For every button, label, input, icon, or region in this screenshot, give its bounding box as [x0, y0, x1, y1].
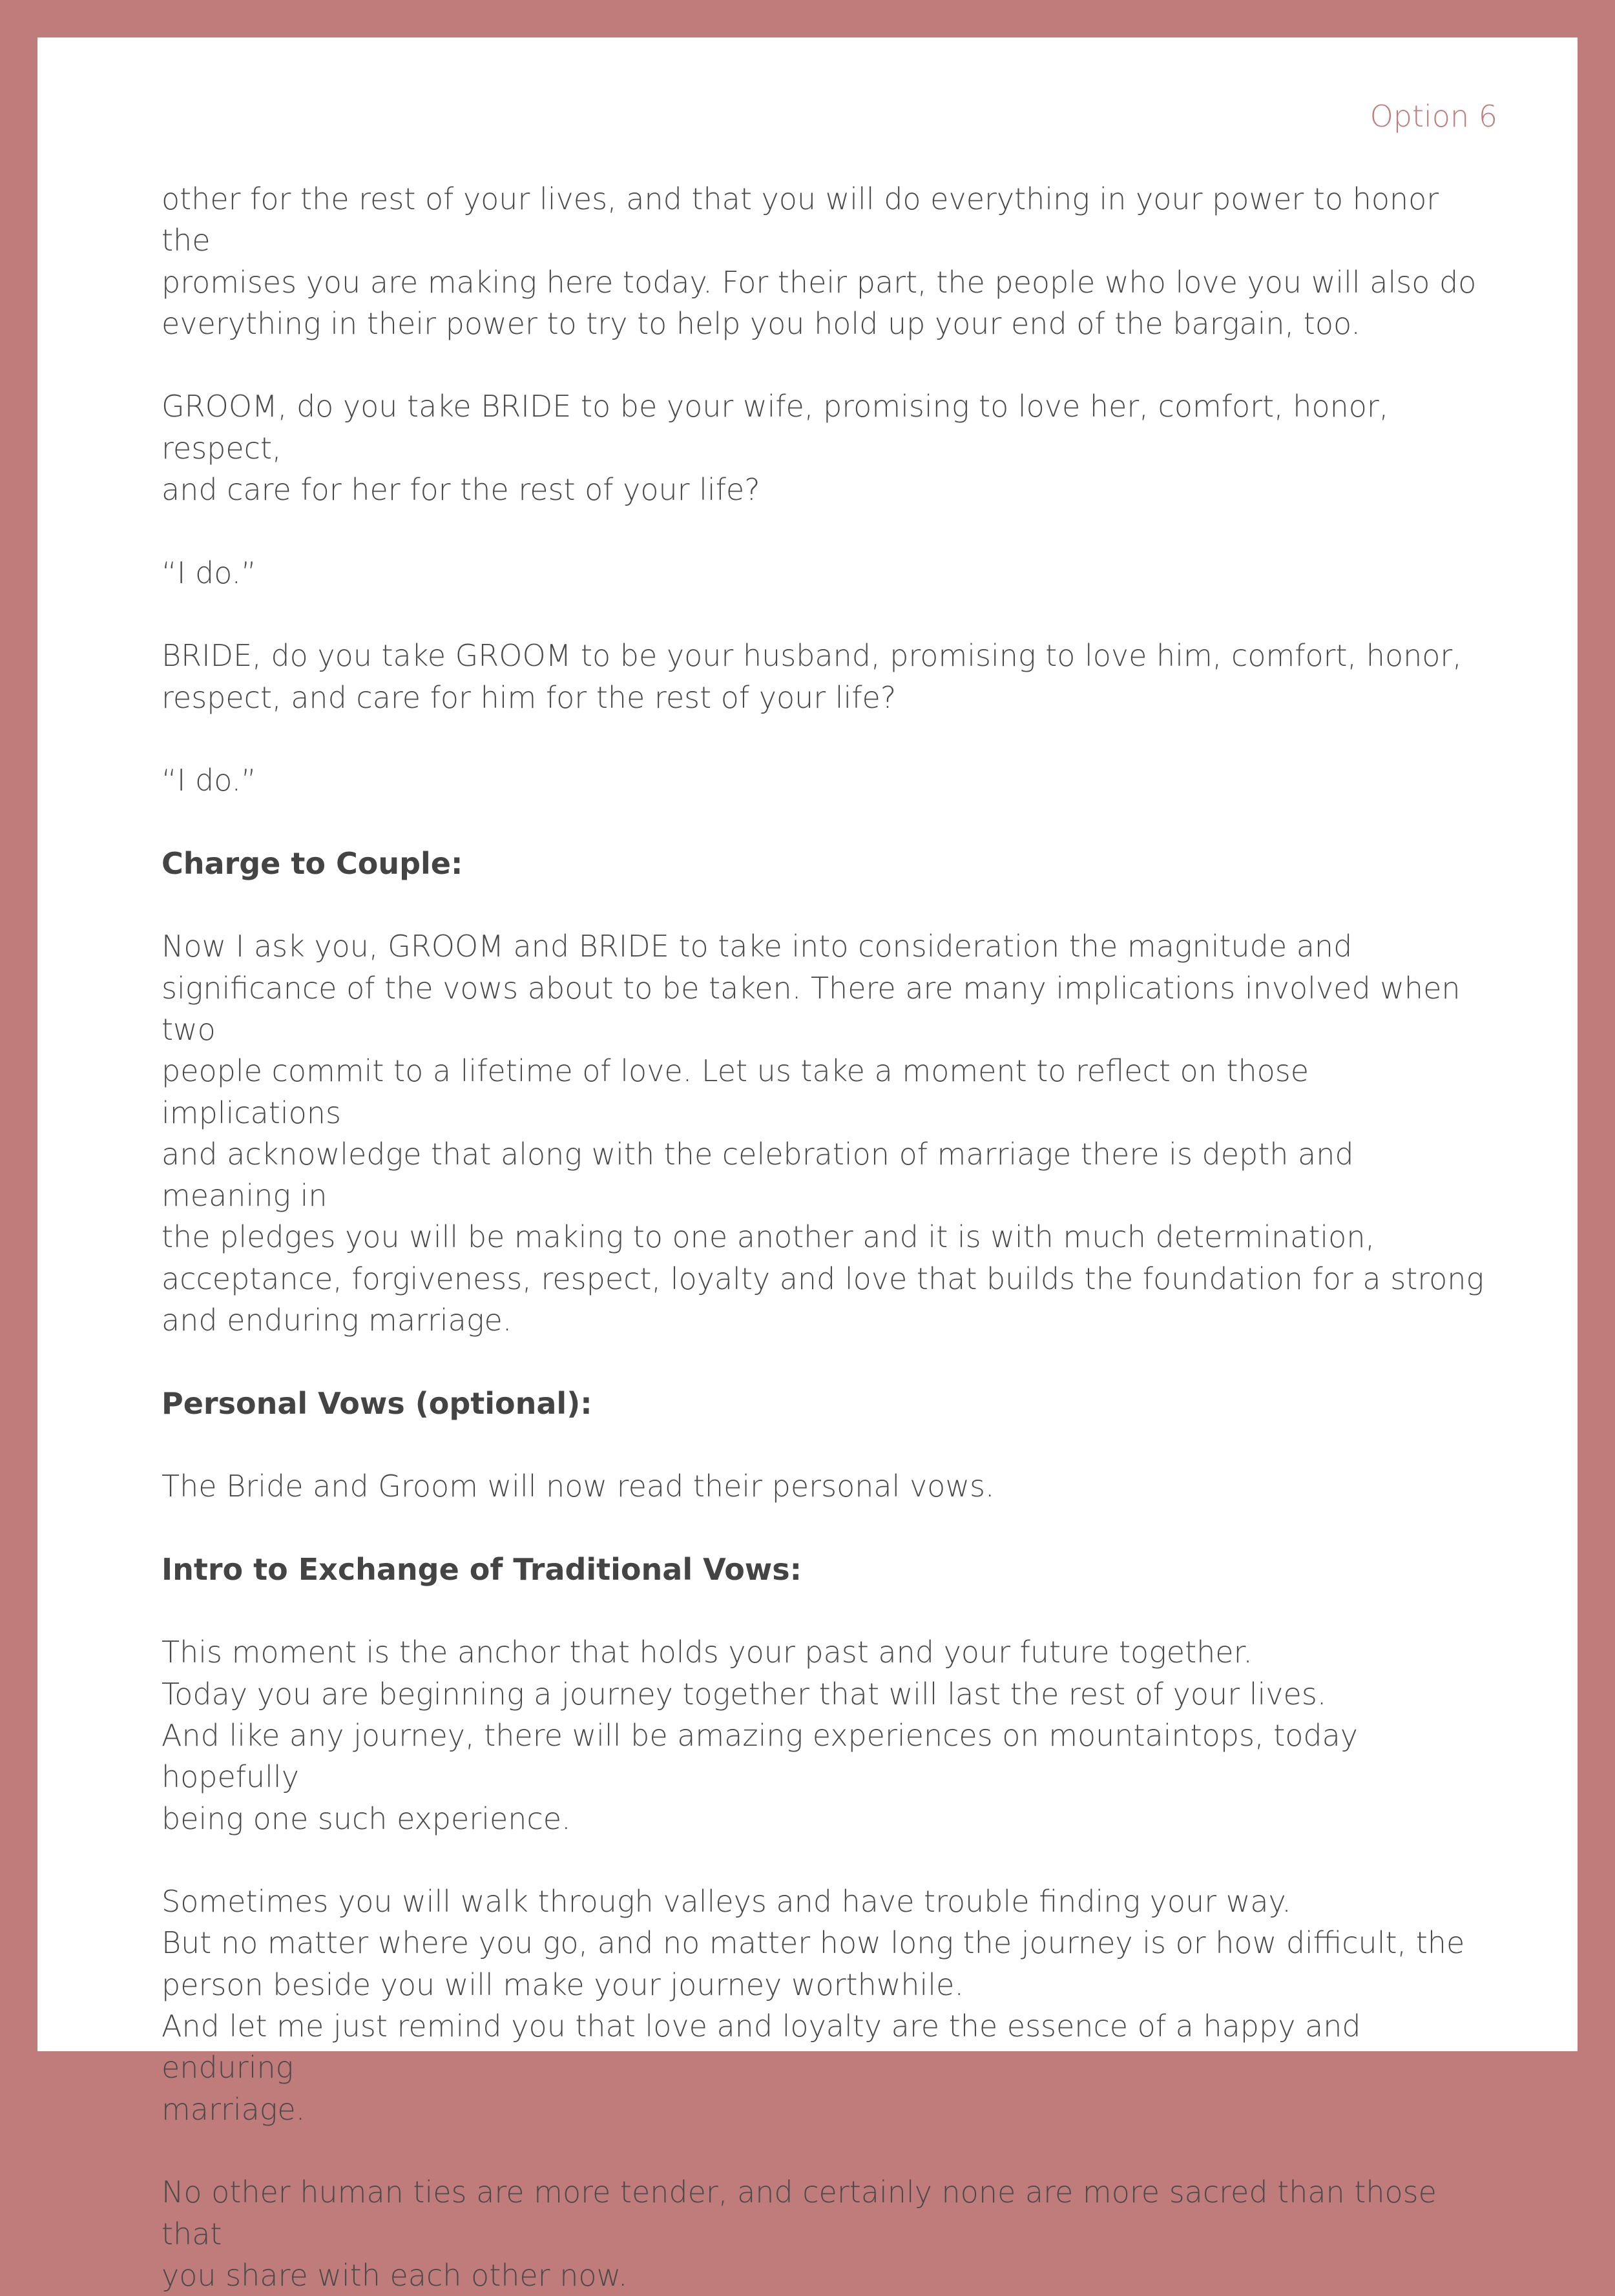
paragraph-valleys: Sometimes you will walk through valleys and have trouble finding your way. But no matter where you go, and no matter how long the journey is or how difficult, the person beside you will make your journey worthwhile. And let me just remind you that love and loyalty are the essence of a happy and enduring marriage. [162, 1884, 1465, 2127]
ceremony-text [162, 178, 1492, 2296]
paragraph-groom-response: “I do.” [162, 555, 257, 590]
heading-charge-to-couple: Charge to Couple: [162, 845, 463, 881]
heading-personal-vows: Personal Vows (optional): [162, 1385, 592, 1421]
option-label: Option 6 [1370, 99, 1497, 134]
document-page [37, 37, 1578, 2293]
paragraph-bride-response: “I do.” [162, 763, 257, 798]
paragraph-personal-vows: The Bride and Groom will now read their personal vows. [162, 1469, 995, 1504]
paragraph-anchor: This moment is the anchor that holds your past and your future together. Today you are beginning a journey together that will last the rest of your lives. And like any journey, there will be amazing experiences on mountaintops, today hopefully being one such experience. [162, 1635, 1358, 1836]
paragraph-human-ties: No other human ties are more tender, and certainly none are more sacred than those that you share with each other now. [162, 2175, 1437, 2293]
paragraph-groom-question: GROOM, do you take BRIDE to be your wife, promising to love her, comfort, honor, respect, and care for her for the rest of your life? [162, 389, 1389, 508]
paragraph-bride-question: BRIDE, do you take GROOM to be your husband, promising to love him, comfort, honor, respect, and care for him for the rest of your life? [162, 638, 1462, 715]
paragraph-lives-promise: other for the rest of your lives, and that you will do everything in your power to honor the promises you are making here today. For their part, the people who love you will also do everything in their power to try to help you hold up your end of the bargain, too. [162, 181, 1477, 341]
paragraph-charge: Now I ask you, GROOM and BRIDE to take into consideration the magnitude and significance of the vows about to be taken. There are many implications involved when two people commit to a lifetime of love. Let us take a moment to reflect on those implications and acknowledge that along with the celebration of marriage there is depth and meaning in the pledges you will be making to one another and it is with much determination, acceptance, forgiveness, respect, loyalty and love that builds the foundation for a strong and enduring marriage. [162, 929, 1485, 1338]
heading-traditional-vows-intro: Intro to Exchange of Traditional Vows: [162, 1551, 802, 1587]
